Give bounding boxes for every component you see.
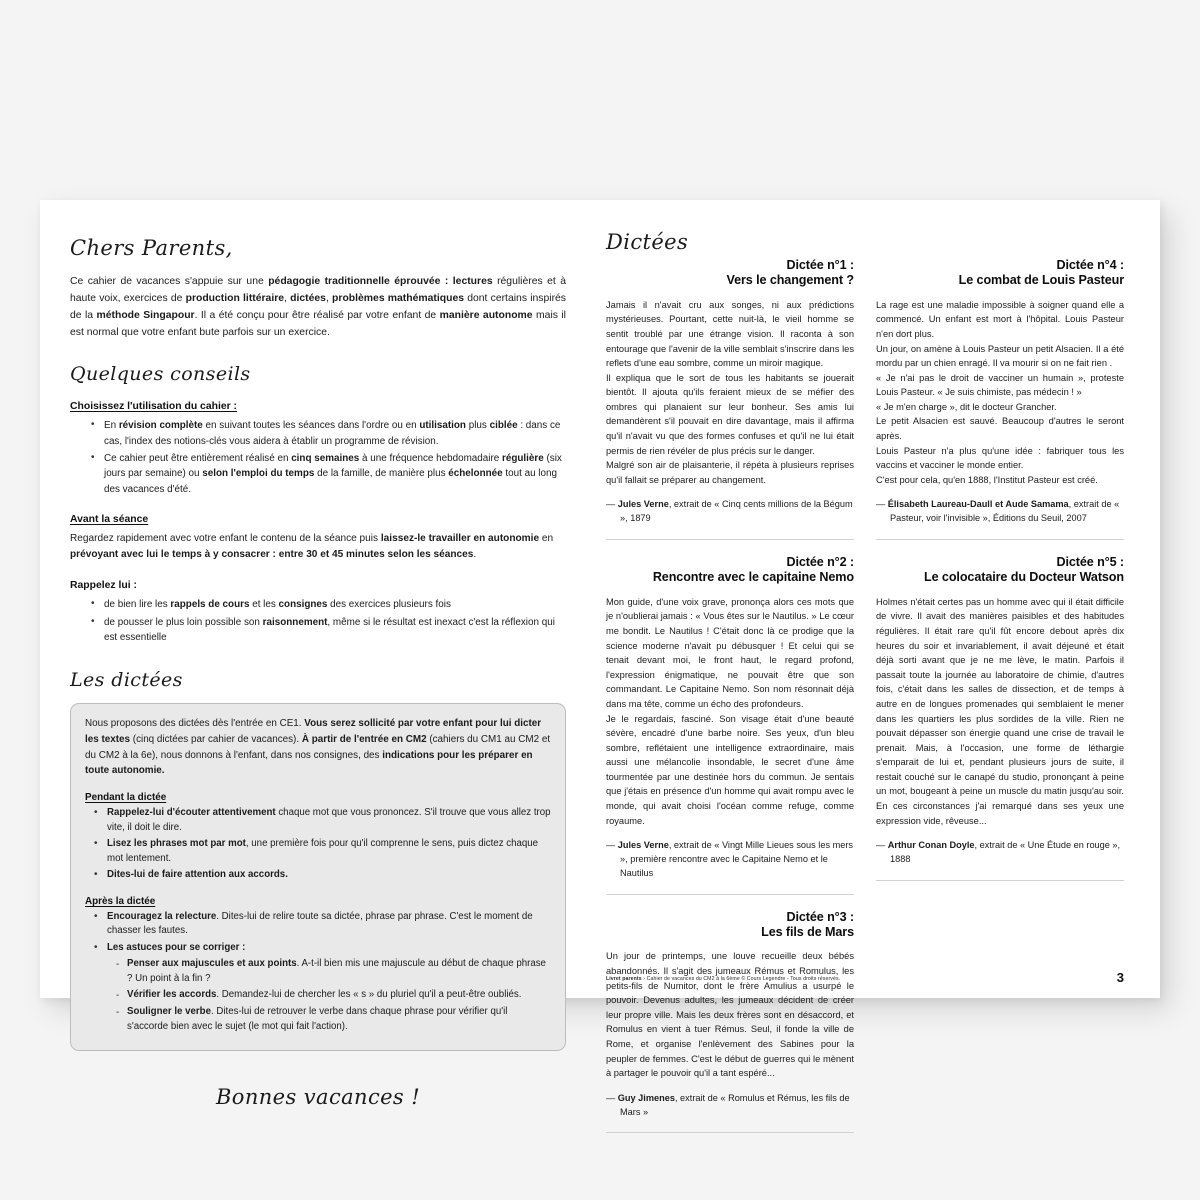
dictee-source-author: Jules Verne bbox=[617, 840, 669, 851]
list-item: • Lisez les phrases mot par mot, une première fois pour qu'il comprenne le sens, puis dictez chaque mot lentement. bbox=[107, 837, 551, 866]
rappelez-heading: Rappelez lui : bbox=[70, 580, 137, 592]
dictee-block bbox=[606, 258, 854, 540]
dictee-number: Dictée n°2 : bbox=[786, 555, 854, 570]
dictee-block bbox=[606, 910, 854, 1134]
list-item: • Ce cahier peut être entièrement réalisé en cinq semaines à une fréquence hebdomadaire régulière (six jours par semaine) ou selon l'emploi du temps de la famille, de manière plus échelonnée tout au long des vacances d'été. bbox=[104, 451, 566, 497]
page-number: 3 bbox=[1116, 970, 1124, 985]
dictee-column-right bbox=[876, 258, 1124, 1133]
dictee-source: — Élisabeth Laureau-Daull et Aude Samama, extrait de « Pasteur, voir l'invisible », Éditions du Seuil, 2007 bbox=[876, 499, 1120, 524]
list-item: • En révision complète en suivant toutes les séances dans l'ordre ou en utilisation plus ciblée : dans ce cas, l'index des notions-clés vous aidera à établir un programme de révision. bbox=[104, 418, 566, 449]
dictee-title bbox=[876, 258, 1124, 289]
dictee-number: Dictée n°5 : bbox=[1056, 555, 1124, 570]
dictee-source-author: Élisabeth Laureau-Daull et Aude Samama bbox=[887, 499, 1069, 510]
footer-label: Livret parents bbox=[606, 975, 642, 982]
dictee-title bbox=[606, 910, 854, 941]
dictee-subtitle: Les fils de Mars bbox=[761, 925, 854, 939]
sub-list-item: - Penser aux majuscules et aux points. A-t-il bien mis une majuscule au début de chaque phrase ? Un point à la fin ? bbox=[127, 957, 551, 986]
dictees-columns bbox=[606, 258, 1124, 1133]
dictee-source-detail: , extrait de « Cinq cents millions de la Bégum », 1879 bbox=[620, 499, 853, 524]
dictee-source: — Jules Verne, extrait de « Cinq cents millions de la Bégum », 1879 bbox=[606, 499, 853, 524]
dictee-source-author: Jules Verne bbox=[617, 499, 669, 510]
pendant-dictee-heading: Pendant la dictée bbox=[85, 791, 167, 803]
dictee-paragraph: Je le regardais, fasciné. Son visage était d'une beauté sévère, encadré d'une barbe noire. Ses yeux, d'un bleu sombre, reflétaient une intelligence extraordinaire, mais aussi une mélancolie insondable, le secret d'une âme tourmentée par une destinée hors du commun. Je sentais que j'étais en présence d'un homme qui avait rompu avec le monde, qui avait choisi l'océan comme refuge, comme royaume. bbox=[606, 713, 854, 826]
dictees-heading: Dictées bbox=[606, 230, 689, 254]
dictee-source-author: Guy Jimenes bbox=[617, 1092, 675, 1103]
pendant-dictee-list bbox=[85, 806, 551, 883]
greeting-heading: Chers Parents, bbox=[70, 236, 233, 260]
dictee-paragraph: Jamais il n'avait cru aux songes, ni aux prédictions mystérieuses. Pourtant, cette nuit-là, le vieil homme se sentit troublé par une étrange vision. Il raconta à son entourage que l'avenir de la ville semblait s'inscrire dans les reflets d'une eau sombre, comme un miroir magique. bbox=[606, 299, 854, 369]
dictee-block bbox=[876, 555, 1124, 881]
page-footer bbox=[606, 971, 1124, 984]
sub-list bbox=[107, 957, 551, 1034]
dictee-source-detail: , extrait de « Une Étude en rouge », 1888 bbox=[890, 840, 1121, 865]
dictee-title bbox=[876, 555, 1124, 586]
footer-credit bbox=[606, 977, 840, 984]
dictee-source-author: Arthur Conan Doyle bbox=[887, 840, 975, 851]
right-page bbox=[596, 200, 1160, 1117]
rappelez-list bbox=[70, 597, 566, 645]
choisissez-list bbox=[70, 418, 566, 497]
dictee-text bbox=[606, 595, 854, 829]
avant-seance-text: Regardez rapidement avec votre enfant le contenu de la séance puis laissez-le travailler en autonomie en prévoyant avec lui le temps à y consacrer : entre 30 et 45 minutes selon les séances. bbox=[70, 533, 554, 561]
apres-dictee-heading: Après la dictée bbox=[85, 895, 156, 907]
dictee-block bbox=[876, 258, 1124, 540]
dictee-text bbox=[606, 949, 854, 1080]
list-item: • Encouragez la relecture. Dites-lui de relire toute sa dictée, phrase par phrase. C'est le moment de chasser les fautes. bbox=[107, 910, 551, 939]
box-intro: Nous proposons des dictées dès l'entrée en CE1. Vous serez sollicité par votre enfant pour lui dicter les textes (cinq dictées par cahier de vacances). À partir de l'entrée en CM2 (cahiers du CM1 au CM2 et du CM2 à la 6e), nous donnons à l'enfant, dans nos consignes, des indications pour les préparer en toute autonomie. bbox=[85, 718, 551, 777]
dictee-paragraph: Holmes n'était certes pas un homme avec qui il était difficile de vivre. Il avait des manières paisibles et des habitudes régulières. Il était rare qu'il fût encore debout après dix heures du soir et invariablement, il avait déjeuné et était déjà sorti avant que je ne me lève, le matin. Parfois il passait toute la journée au laboratoire de chimie, d'autres fois, c'était dans les salles de dissection, et de temps à autre en de longues promenades qui semblaient le mener dans les quartiers les plus sordides de la ville. Rien ne pouvait dépasser son énergie quand une crise de travail le prenait. Mais, à l'occasion, une forme de léthargie s'emparait de lui et, pendant plusieurs jours de suite, il restait couché sur le canapé du studio, prononçant à peine un mot, bougeant à peine un muscle du matin jusqu'au soir. En ces circonstances j'ai remarqué dans ses yeux une expression vide, rêveuse... bbox=[876, 596, 1124, 826]
footer-detail: › Cahier de vacances du CM2 à la 6ème © Cours Legendre - Tous droits réservés. bbox=[641, 975, 841, 982]
sub-list-item: - Vérifier les accords. Demandez-lui de chercher les « s » du pluriel qu'il a peut-être oubliés. bbox=[127, 988, 551, 1003]
dictee-separator bbox=[606, 539, 854, 540]
dictee-subtitle: Rencontre avec le capitaine Nemo bbox=[652, 570, 854, 585]
document-sheet bbox=[40, 200, 1160, 1117]
dictee-subtitle: Vers le changement ? bbox=[726, 273, 854, 288]
intro-paragraph: Ce cahier de vacances s'appuie sur une pédagogie traditionnelle éprouvée : lectures régulières et à haute voix, exercices de production littéraire, dictées, problèmes mathématiques dont certains inspirés de la méthode Singapour. Il a été conçu pour être réalisé par votre enfant de manière autonome mais il est normal que votre enfant bute parfois sur un exercice. bbox=[70, 276, 567, 338]
dictee-column-left bbox=[606, 258, 854, 1133]
dictee-separator bbox=[876, 539, 1124, 540]
apres-dictee-list bbox=[85, 910, 551, 1034]
list-item: • de bien lire les rappels de cours et les consignes des exercices plusieurs fois bbox=[104, 597, 566, 612]
closing-text: Bonnes vacances ! bbox=[215, 1085, 421, 1110]
dictee-separator bbox=[606, 894, 854, 895]
dictee-paragraph: Il expliqua que le sort de tous les habitants se jouerait bientôt. Il ajouta qu'ils feraient mieux de se méfier des ombres qui planaient sur leur bonheur. Ses amis lui demandèrent s'il pouvait en dire davantage, mais il affirma qu'il n'avait vu que des formes confuses et qu'il ne lui était permis de rien révéler de plus précis sur le danger. bbox=[606, 372, 854, 456]
dictee-block bbox=[606, 555, 854, 895]
dictee-text bbox=[876, 298, 1124, 488]
dictee-paragraph: C'est pour cela, qu'en 1888, l'Institut Pasteur est créé. bbox=[876, 474, 1098, 485]
left-page bbox=[40, 200, 596, 1110]
list-item: • Rappelez-lui d'écouter attentivement chaque mot que vous prononcez. S'il trouve que vous allez trop vite, il doit le dire. bbox=[107, 806, 551, 835]
list-item: • Les astuces pour se corriger : - Penser aux majuscules et aux points. A-t-il bien mis une majuscule au début de chaque phrase ? Un point à la fin ? - Vérifier les accords. Demandez-lui de chercher les « s » du pluriel qu'il a peut-être oubliés. - Souligner le verbe. Dites-lui de retrouver le verbe dans chaque phrase pour vérifier qu'il s'accorde bien avec le sujet (le mot qui fait l'action). bbox=[107, 941, 551, 1034]
dictee-number: Dictée n°3 : bbox=[786, 909, 854, 924]
dictee-source: — Arthur Conan Doyle, extrait de « Une Étude en rouge », 1888 bbox=[876, 840, 1121, 865]
dictee-paragraph: « Je n'ai pas le droit de vacciner un humain », proteste Louis Pasteur. « Je suis chimiste, pas médecin ! » bbox=[876, 372, 1124, 398]
dictee-source: — Jules Verne, extrait de « Vingt Mille Lieues sous les mers », première rencontre avec le Capitaine Nemo et le Nautilus bbox=[606, 840, 854, 878]
closing-block bbox=[70, 1085, 566, 1109]
dictee-title bbox=[606, 258, 854, 289]
dictee-paragraph: Un jour de printemps, une louve recueille deux bébés abandonnés. Il s'agit des jumeaux Rémus et Romulus, les petits-fils de Numitor, dont le frère Amulius a usurpé le pouvoir. Devenus adultes, les jumeaux décident de créer leur propre ville. Mais les deux frères sont en désaccord, et Romulus en vient à tuer Rémus. Seul, il fonde la ville de Rome, et organise l'enlèvement des Sabines pour la peupler de femmes. C'est le début de guerres qui le mènent à partager le pouvoir qu'il a tant espéré... bbox=[606, 951, 854, 1079]
dictee-separator bbox=[876, 880, 1124, 881]
dictee-title bbox=[606, 555, 854, 586]
dictee-paragraph: « Je m'en charge », dit le docteur Grancher. bbox=[876, 401, 1057, 412]
dictee-source-detail: , extrait de « Pasteur, voir l'invisible », Éditions du Seuil, 2007 bbox=[890, 499, 1120, 524]
dictee-instructions-box bbox=[70, 703, 566, 1051]
dictee-paragraph: Un jour, on amène à Louis Pasteur un petit Alsacien. Il a été mordu par un chien enragé. Il va mourir si on ne fait rien . bbox=[876, 343, 1124, 369]
dictees-section-heading: Les dictées bbox=[70, 669, 183, 692]
dictee-source: — Guy Jimenes, extrait de « Romulus et Rémus, les fils de Mars » bbox=[606, 1092, 850, 1117]
dictee-source-detail: , extrait de « Vingt Mille Lieues sous les mers », première rencontre avec le Capitaine Nemo et le Nautilus bbox=[620, 840, 854, 878]
dictee-separator bbox=[606, 1132, 854, 1133]
dictee-paragraph: Mon guide, d'une voix grave, prononça alors ces mots que je n'oublierai jamais : « Vous êtes sur le Nautilus. » Le cœur me bondit. Le Nautilus ! C'était donc là ce prodige que la science moderne n'avait pu débusquer ! Et celui qui se tenait devant moi, le front haut, le regard profond, l'expression énigmatique, ne pouvait être que son commandant. Le Capitaine Nemo. Son nom résonnait déjà dans ma tête, comme un écho des profondeurs. bbox=[606, 596, 854, 709]
list-item: • de pousser le plus loin possible son raisonnement, même si le résultat est inexact c'est la réflexion qui est essentielle bbox=[104, 615, 566, 646]
dictee-subtitle: Le colocataire du Docteur Watson bbox=[924, 570, 1124, 585]
dictee-number: Dictée n°4 : bbox=[1056, 258, 1124, 272]
list-item: • Dites-lui de faire attention aux accords. bbox=[107, 868, 551, 883]
dictee-text bbox=[606, 298, 854, 488]
conseils-heading: Quelques conseils bbox=[70, 363, 251, 386]
dictee-paragraph: Le petit Alsacien est sauvé. Beaucoup d'autres le seront après. bbox=[876, 416, 1124, 442]
choisissez-heading: Choisissez l'utilisation du cahier : bbox=[70, 401, 238, 413]
sub-list-item: - Souligner le verbe. Dites-lui de retrouver le verbe dans chaque phrase pour vérifier qu'il s'accorde bien avec le sujet (le mot qui fait l'action). bbox=[127, 1005, 551, 1034]
dictee-paragraph: La rage est une maladie impossible à soigner quand elle a commencé. Un enfant est mort à l'hôpital. Louis Pasteur n'en dort plus. bbox=[876, 299, 1124, 339]
dictee-source-detail: , extrait de « Romulus et Rémus, les fils de Mars » bbox=[620, 1092, 850, 1117]
dictee-paragraph: Louis Pasteur n'a plus qu'une idée : fabriquer tous les vaccins et vacciner le monde entier. bbox=[876, 445, 1124, 471]
dictee-text bbox=[876, 595, 1124, 829]
avant-seance-heading: Avant la séance bbox=[70, 514, 149, 526]
dictee-subtitle: Le combat de Louis Pasteur bbox=[958, 273, 1124, 288]
dictee-paragraph: Malgré son air de plaisanterie, il répéta à plusieurs reprises qu'il fallait se préparer au changement. bbox=[606, 460, 854, 485]
dictee-number: Dictée n°1 : bbox=[786, 258, 854, 272]
